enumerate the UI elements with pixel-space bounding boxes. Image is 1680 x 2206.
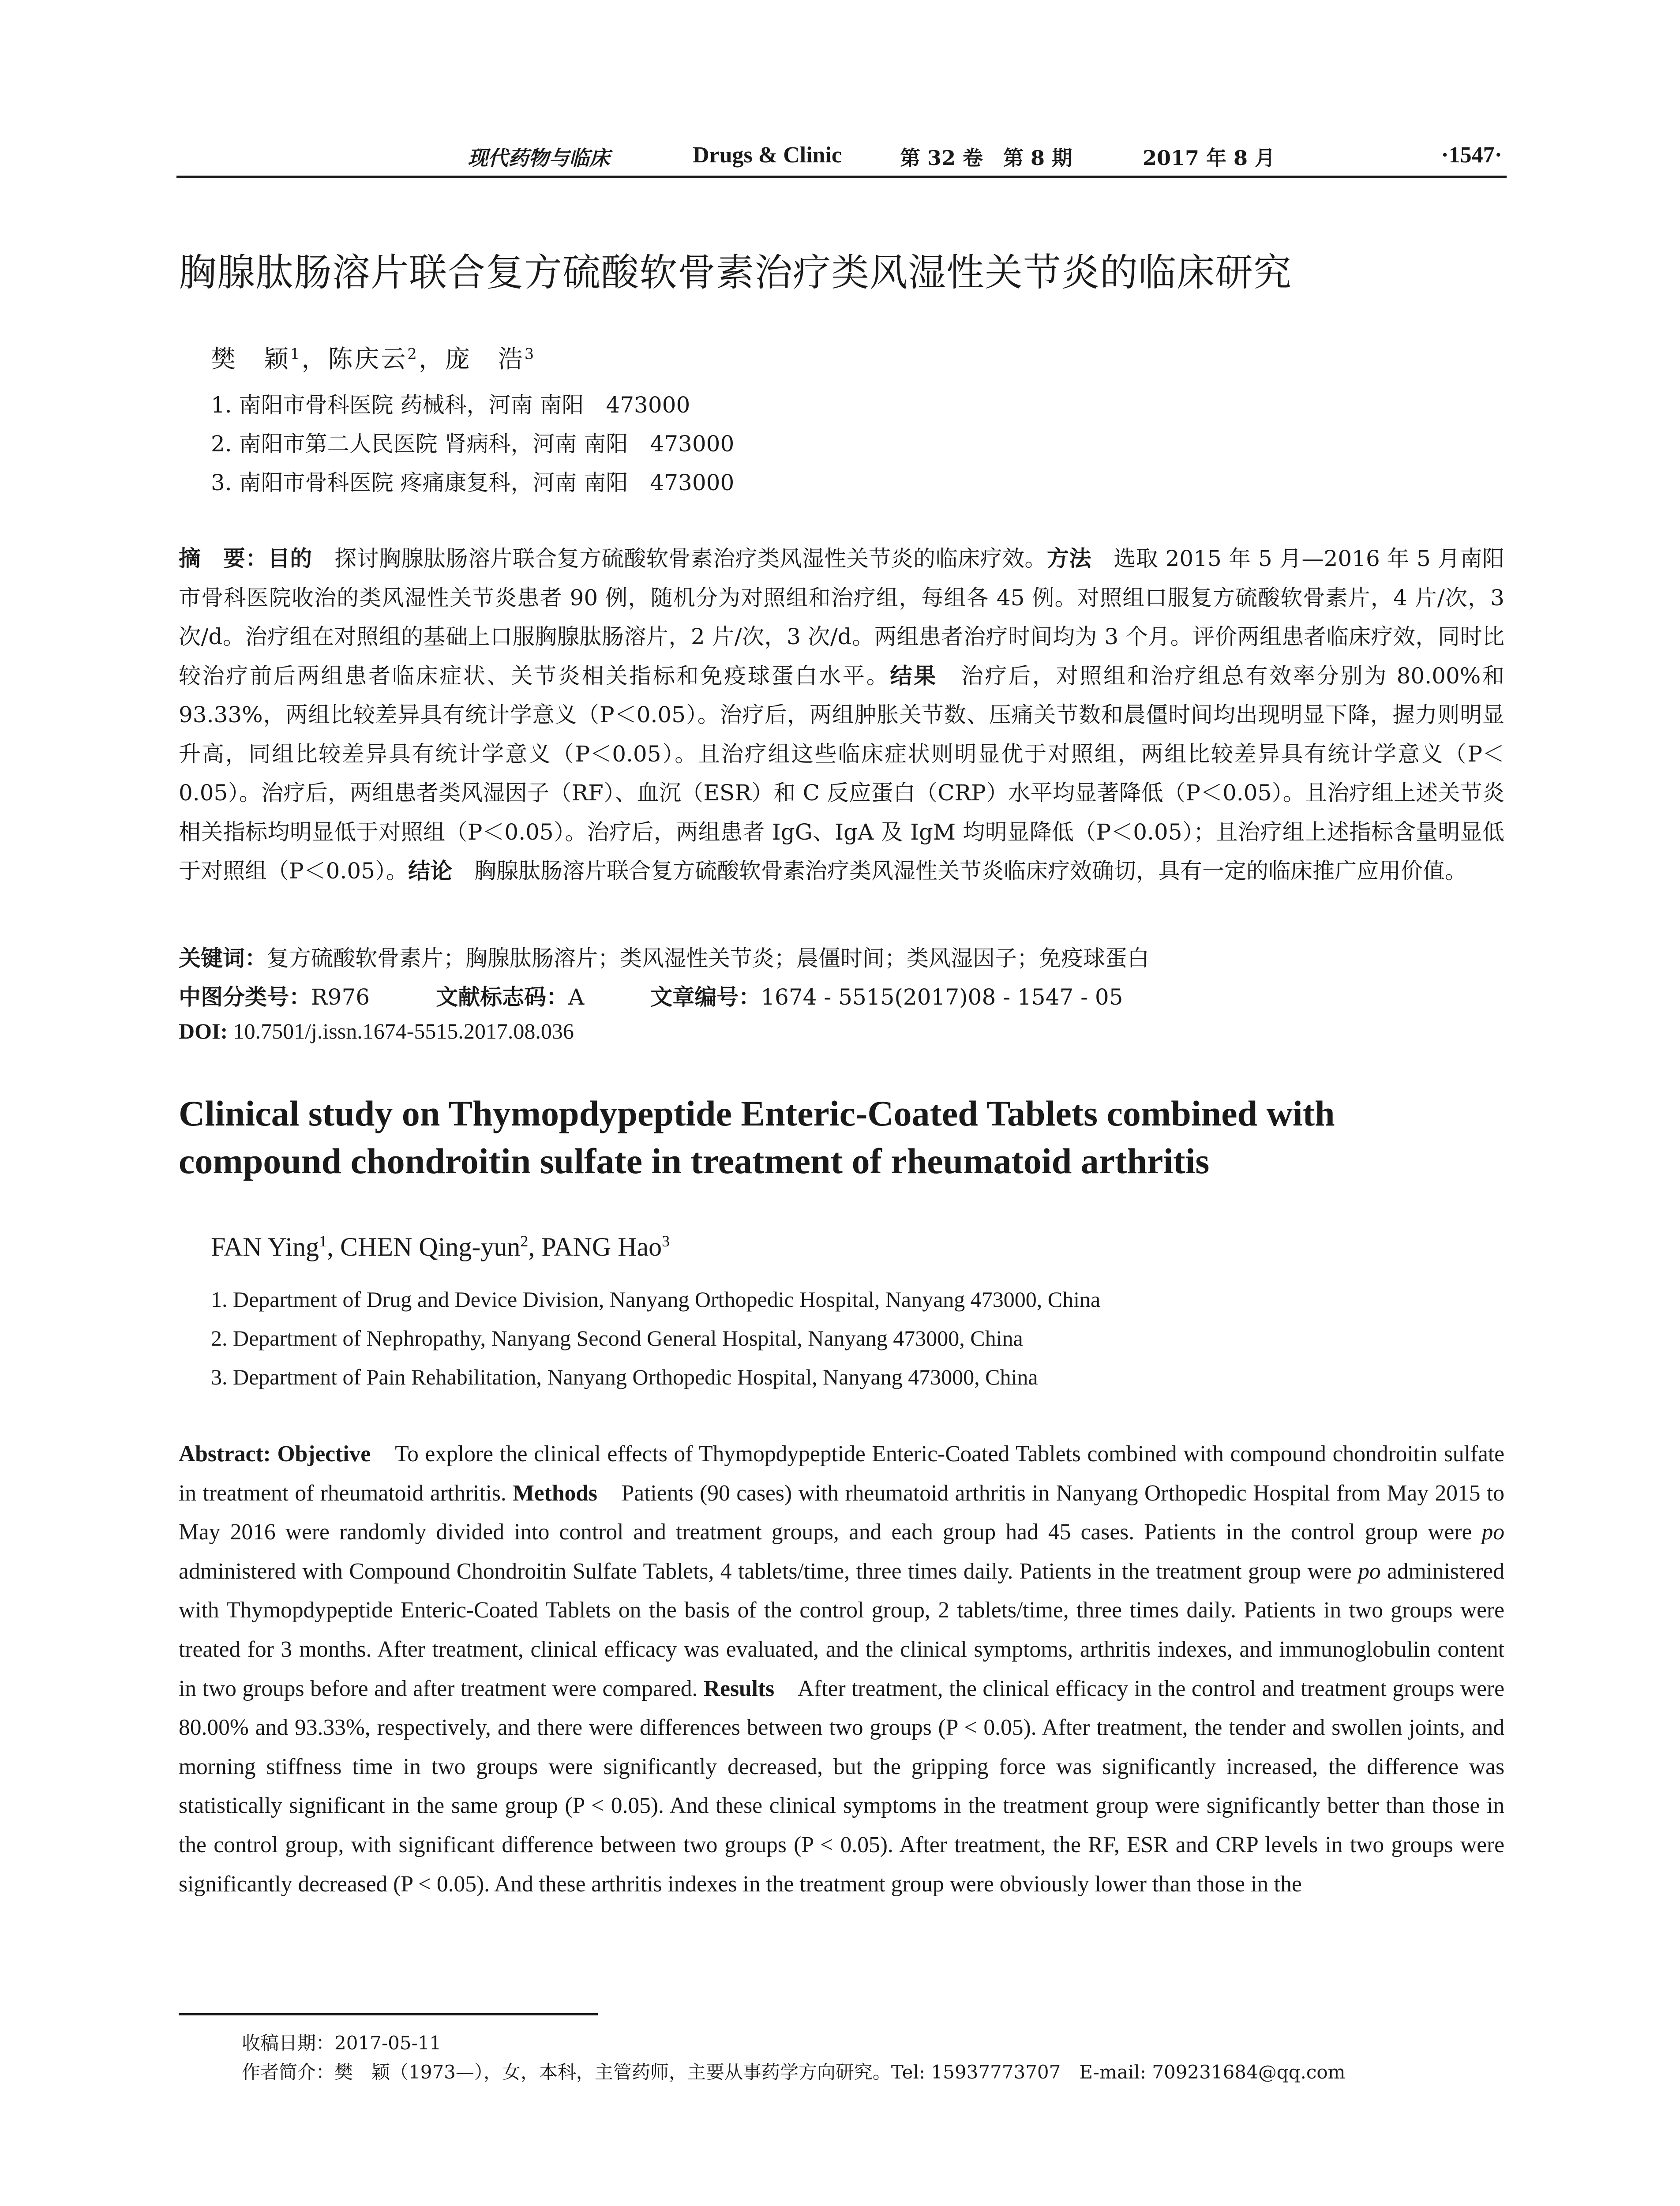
author-name: CHEN Qing-yun xyxy=(340,1232,521,1261)
author-affil-mark: 3 xyxy=(524,345,536,363)
author-affil-mark: 1 xyxy=(319,1232,327,1250)
footnote-rule xyxy=(179,2013,598,2015)
objective-text: To explore the clinical effects of Thymopdypeptide Enteric-Coated Tablets combined with compound chondroitin sulfate in treatment of rheumatoid arthritis. xyxy=(179,1441,1504,1506)
page-number: ·1547· xyxy=(1441,143,1502,168)
po-term: po xyxy=(1358,1558,1381,1584)
author-name: PANG Hao xyxy=(541,1232,662,1261)
authors-en: FAN Ying$^1$, CHEN Qing-yun$^2$, PANG Hao$^3$ xyxy=(211,1232,670,1261)
authors-cn: 樊 颖$^1$，陈庆云$^2$，庞 浩$^3$ xyxy=(211,345,536,374)
author-bio-footnote: 作者简介：樊 颖（1973—），女，本科，主管药师，主要从事药学方向研究。Tel: 15937773707 E-mail: 709231684@qq.com xyxy=(242,2061,1346,2083)
abstract-cn xyxy=(179,539,1504,891)
doc-code-value: A xyxy=(568,984,585,1010)
abstract-label: 摘 要： xyxy=(179,546,268,571)
author-affil-mark: 3 xyxy=(662,1232,670,1250)
doi-line xyxy=(179,1018,574,1044)
affiliation-en: 2. Department of Nephropathy, Nanyang Second General Hospital, Nanyang 473000, China xyxy=(211,1326,1023,1351)
title-cn: 胸腺肽肠溶片联合复方硫酸软骨素治疗类风湿性关节炎的临床研究 xyxy=(179,251,1292,295)
doi-label: DOI: xyxy=(179,1019,228,1043)
journal-name-cn: 现代药物与临床 xyxy=(468,146,610,170)
methods-text: Patients (90 cases) with rheumatoid arthritis in Nanyang Orthopedic Hospital from May 2015 to May 2016 were randomly divided into control and treatment groups, and each group had 45 cases. Patients in the control group were xyxy=(179,1480,1504,1545)
header-rule xyxy=(176,176,1507,178)
keywords-label: 关键词： xyxy=(179,945,267,971)
clc-value: R976 xyxy=(311,984,370,1010)
affiliation-cn: 1. 南阳市骨科医院 药械科，河南 南阳 473000 xyxy=(211,392,690,418)
author-affil-mark: 1 xyxy=(290,345,302,363)
methods-text: 选取 2015 年 5 月—2016 年 5 月南阳市骨科医院收治的类风湿性关节炎患者 90 例，随机分为对照组和治疗组，每组各 45 例。对照组口服复方硫酸软骨素片，4 片/次，3 次/d。治疗组在对照组的基础上口服胸腺肽肠溶片，2 片/次，3 次/d。两组患者治疗时间均为 3 个月。评价两组患者临床疗效，同时比较治疗前后两组患者临床症状、关节炎相关指标和免疫球蛋白水平。 xyxy=(179,546,1505,689)
author-name: FAN Ying xyxy=(211,1232,319,1261)
methods-label: 方法 xyxy=(1046,546,1091,571)
running-header xyxy=(176,140,1507,175)
keywords-text: 复方硫酸软骨素片；胸腺肽肠溶片；类风湿性关节炎；晨僵时间；类风湿因子；免疫球蛋白 xyxy=(267,945,1149,971)
title-en: Clinical study on Thymopdypeptide Enteric-Coated Tablets combined with compound chondroitin sulfate in treatment of rheumatoid arthritis xyxy=(179,1093,1335,1181)
author-name: 庞 浩 xyxy=(445,345,525,374)
classification-line xyxy=(179,979,1123,1011)
article-number-value: 1674 - 5515(2017)08 - 1547 - 05 xyxy=(761,984,1123,1010)
author-affil-mark: 2 xyxy=(407,345,419,363)
conclusion-text: 胸腺肽肠溶片联合复方硫酸软骨素治疗类风湿性关节炎临床疗效确切，具有一定的临床推广应用价值。 xyxy=(452,858,1467,884)
objective-text: 探讨胸腺肽肠溶片联合复方硫酸软骨素治疗类风湿性关节炎的临床疗效。 xyxy=(312,546,1047,571)
keywords-cn xyxy=(179,941,1149,972)
author-name: 樊 颖 xyxy=(211,345,290,374)
issue-date: 2017 年 8 月 xyxy=(1143,146,1275,170)
article-number-label: 文章编号： xyxy=(650,984,761,1010)
results-text: 治疗后，对照组和治疗组总有效率分别为 80.00%和 93.33%，两组比较差异具有统计学意义（P＜0.05）。治疗后，两组肿胀关节数、压痛关节数和晨僵时间均出现明显下降，握力则明显升高，同组比较差异具有统计学意义（P＜0.05）。且治疗组这些临床症状则明显优于对照组，两组比较差异具有统计学意义（P＜0.05）。治疗后，两组患者类风湿因子（RF）、血沉（ESR）和 C 反应蛋白（CRP）水平均显著降低（P＜0.05）。且治疗组上述关节炎相关指标均明显低于对照组（P＜0.05）。治疗后，两组患者 IgG、IgA 及 IgM 均明显降低（P＜0.05）；且治疗组上述指标含量明显低于对照组（P＜0.05）。 xyxy=(179,663,1505,884)
methods-text: administered with Compound Chondroitin Sulfate Tablets, 4 tablets/time, three times daily. Patients in the treatment group were xyxy=(179,1558,1358,1584)
doc-code-label: 文献标志码： xyxy=(436,984,569,1010)
results-text: After treatment, the clinical efficacy in the control and treatment groups were 80.00% and 93.33%, respectively, and there were differences between two groups (P < 0.05). After treatment, the tender and swollen joints, and morning stiffness time in two groups were significantly decreased, but the gripping force was significantly increased, the difference was statistically significant in the same group (P < 0.05). And these clinical symptoms in the treatment group were significantly better than those in the control group, with significant difference between two groups (P < 0.05). After treatment, the RF, ESR and CRP levels in two groups were significantly decreased (P < 0.05). And these arthritis indexes in the treatment group were obviously lower than those in the xyxy=(179,1676,1504,1897)
results-label: Results xyxy=(703,1676,775,1701)
journal-name-en: Drugs & Clinic xyxy=(693,143,842,168)
affiliation-cn: 3. 南阳市骨科医院 疼痛康复科，河南 南阳 473000 xyxy=(211,470,735,495)
affiliation-cn: 2. 南阳市第二人民医院 肾病科，河南 南阳 473000 xyxy=(211,431,735,457)
affiliation-en: 1. Department of Drug and Device Division, Nanyang Orthopedic Hospital, Nanyang 473000, China xyxy=(211,1287,1101,1312)
abstract-objective-label: Abstract: Objective xyxy=(179,1441,371,1467)
objective-label: 目的 xyxy=(267,546,312,571)
methods-label: Methods xyxy=(513,1480,597,1506)
clc-label: 中图分类号： xyxy=(179,984,311,1010)
po-term: po xyxy=(1481,1519,1504,1545)
affiliation-en: 3. Department of Pain Rehabilitation, Nanyang Orthopedic Hospital, Nanyang 473000, China xyxy=(211,1365,1038,1389)
conclusion-label: 结论 xyxy=(408,858,452,884)
results-label: 结果 xyxy=(890,663,938,689)
received-date-footnote: 收稿日期：2017-05-11 xyxy=(242,2032,442,2054)
doi-value[interactable]: 10.7501/j.issn.1674-5515.2017.08.036 xyxy=(228,1019,574,1043)
volume-issue: 第 32 卷 第 8 期 xyxy=(900,146,1072,170)
abstract-en xyxy=(179,1435,1504,1904)
author-affil-mark: 2 xyxy=(520,1232,529,1250)
author-name: 陈庆云 xyxy=(328,345,408,374)
methods-text: administered with Thymopdypeptide Enteric-Coated Tablets on the basis of the control group, 2 tablets/time, three times daily. Patients in two groups were treated for 3 months. After treatment, clinical efficacy was evaluated, and the clinical symptoms, arthritis indexes, and immunoglobulin content in two groups before and after treatment were compared. xyxy=(179,1558,1505,1701)
